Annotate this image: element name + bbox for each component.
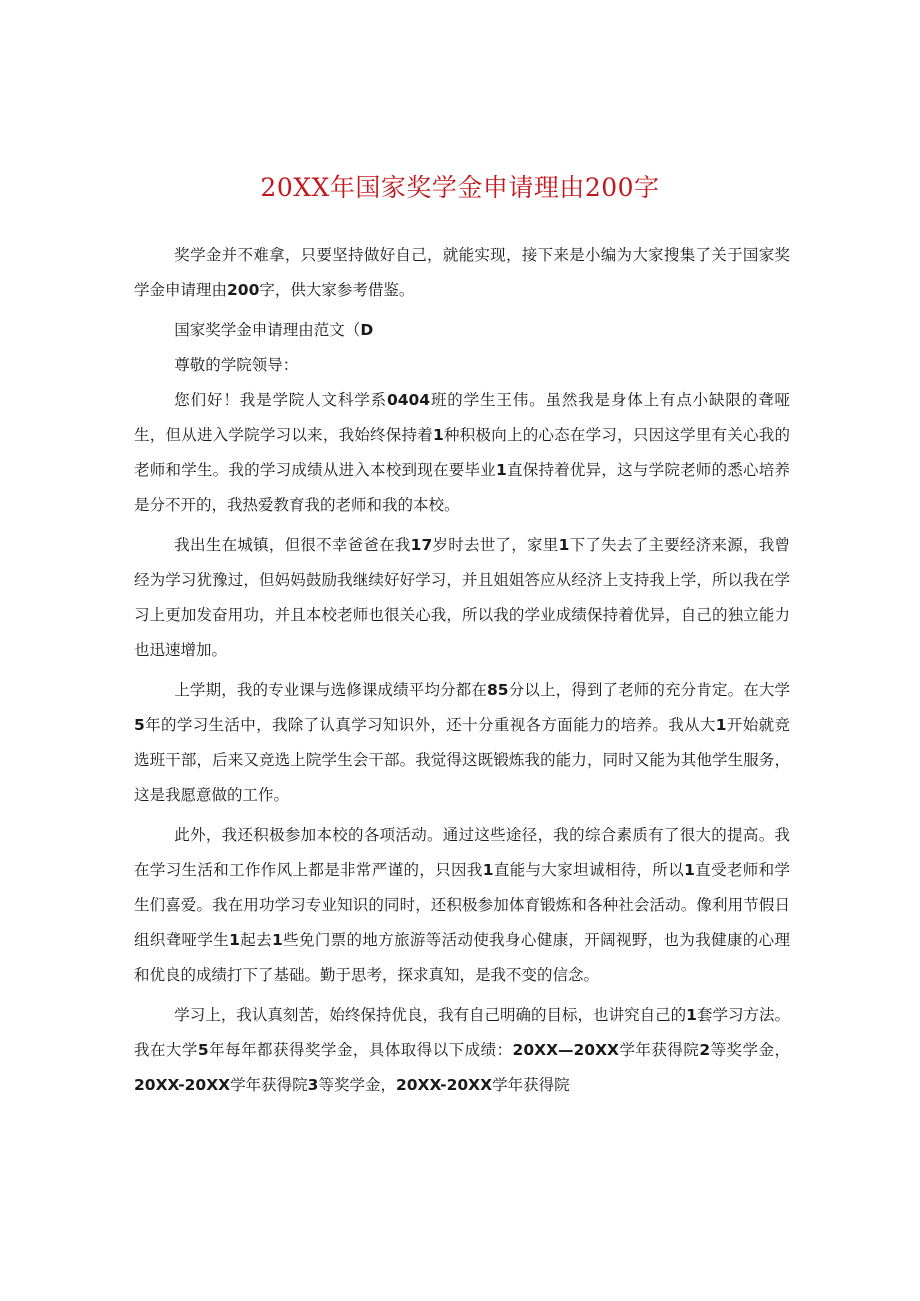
document-title: 20XX年国家奖学金申请理由200字 — [260, 173, 660, 202]
document-body — [134, 238, 790, 1108]
sample-heading: 国家奖学金申请理由范文（D — [174, 321, 374, 339]
salutation: 尊敬的学院领导： — [174, 356, 299, 374]
intro-paragraph: 奖学金并不难拿，只要坚持做好自己，就能实现，接下来是小编为大家搜集了关于国家奖学金申请理由200字，供大家参考借鉴。 — [134, 246, 790, 299]
body-paragraph: 您们好！我是学院人文科学系0404班的学生王伟。虽然我是身体上有点小缺限的聋哑生，但从进入学院学习以来，我始终保持着1种积极向上的心态在学习，只因这学里有关心我的老师和学生。我的学习成绩从进入本校到现在要毕业1直保持着优异，这与学院老师的悉心培养是分不开的，我热爱教育我的老师和我的本校。 — [134, 391, 790, 514]
body-paragraph: 学习上，我认真刻苦，始终保持优良，我有自己明确的目标，也讲究自己的1套学习方法。我在大学5年每年都获得奖学金，具体取得以下成绩：20XX—20XX学年获得院2等奖学金，20XX-20XX学年获得院3等奖学金，20XX-20XX学年获得院 — [134, 1006, 790, 1094]
body-paragraph: 我出生在城镇，但很不幸爸爸在我17岁时去世了，家里1下了失去了主要经济来源，我曾经为学习犹豫过，但妈妈鼓励我继续好好学习，并且姐姐答应从经济上支持我上学，所以我在学习上更加发奋用功，并且本校老师也很关心我，所以我的学业成绩保持着优异，自己的独立能力也迅速增加。 — [134, 536, 790, 659]
body-paragraph: 此外，我还积极参加本校的各项活动。通过这些途径，我的综合素质有了很大的提高。我在学习生活和工作作风上都是非常严谨的，只因我1直能与大家坦诚相待，所以1直受老师和学生们喜爱。我在用功学习专业知识的同时，还积极参加体育锻炼和各种社会活动。像利用节假日组织聋哑学生1起去1些免门票的地方旅游等活动使我身心健康，开阔视野，也为我健康的心理和优良的成绩打下了基础。勤于思考，探求真知，是我不变的信念。 — [134, 826, 790, 984]
body-paragraph: 上学期，我的专业课与选修课成绩平均分都在85分以上，得到了老师的充分肯定。在大学5年的学习生活中，我除了认真学习知识外，还十分重视各方面能力的培养。我从大1开始就竞选班干部，后来又竞选上院学生会干部。我觉得这既锻炼我的能力，同时又能为其他学生服务，这是我愿意做的工作。 — [134, 681, 790, 804]
